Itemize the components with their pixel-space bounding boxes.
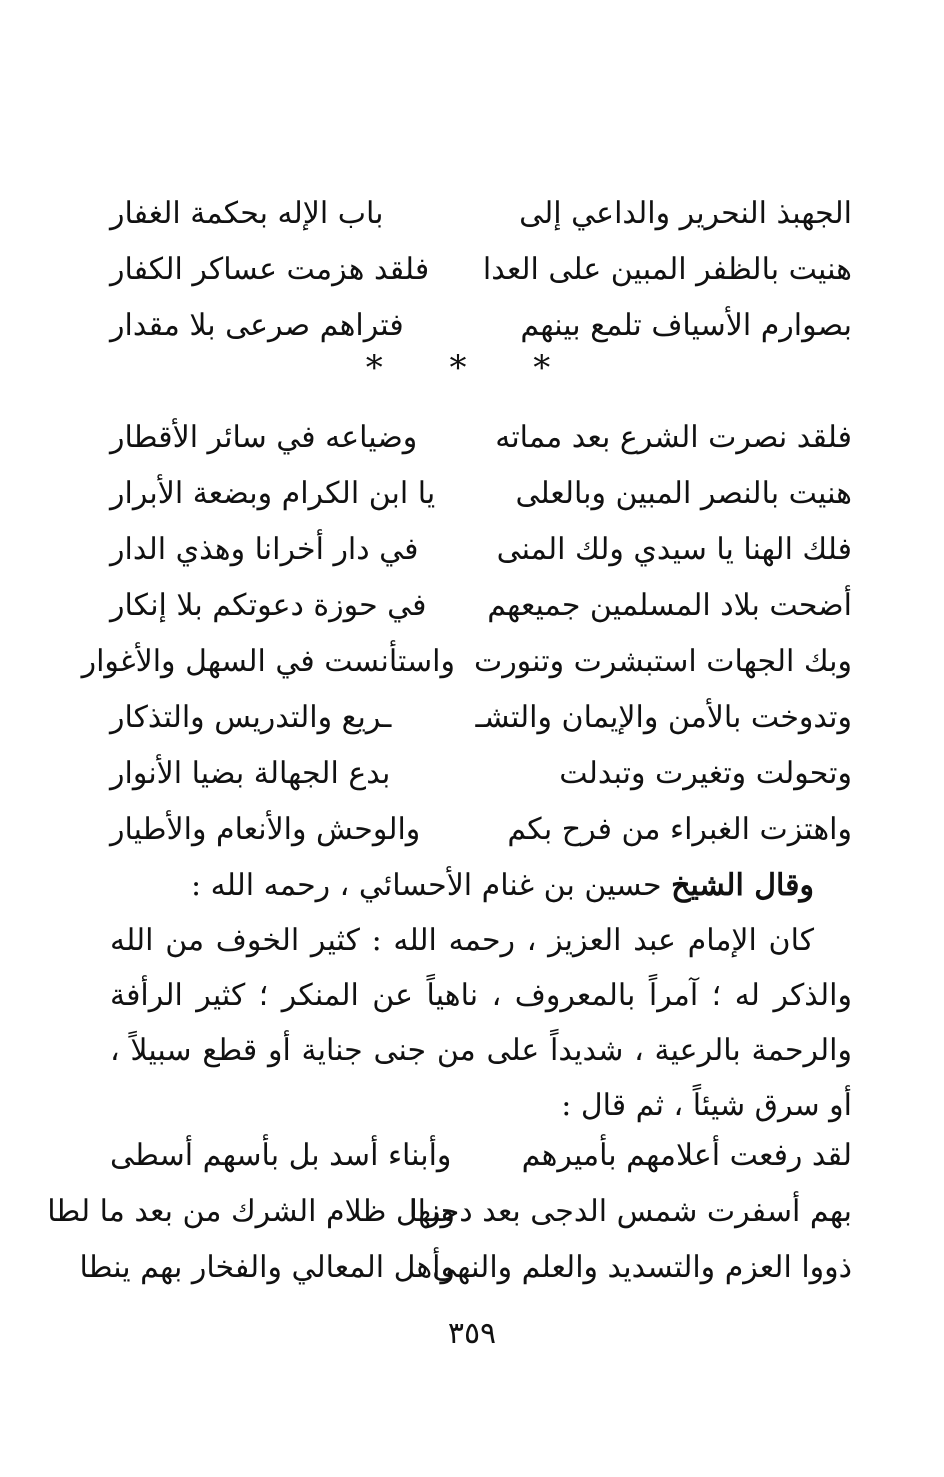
prose-intro <box>110 858 852 913</box>
second-hemistich: وأبناء أسد بل بأسهم أسطى <box>110 1138 452 1173</box>
verse-line <box>110 242 852 298</box>
prose-passage <box>110 858 852 1133</box>
second-hemistich: وضياعه في سائر الأقطار <box>110 420 418 455</box>
first-hemistich: وتحولت وتغيرت وتبدلت <box>559 756 852 791</box>
verse-line <box>110 186 852 242</box>
verse-line <box>110 466 852 522</box>
first-hemistich: لقد رفعت أعلامهم بأميرهم <box>521 1138 852 1173</box>
section-separator: * * * <box>365 348 579 388</box>
speaker-attribution: حسين بن غنام الأحسائي ، رحمه الله : <box>191 868 672 903</box>
second-hemistich: فلقد هزمت عساكر الكفار <box>110 252 430 287</box>
first-hemistich: فلك الهنا يا سيدي ولك المنى <box>496 532 852 567</box>
first-hemistich: هنيت بالنصر المبين وبالعلى <box>515 476 852 511</box>
poem-block-1 <box>110 186 852 354</box>
poem-block-3 <box>47 1128 852 1296</box>
first-hemistich: وبك الجهات استبشرت وتنورت <box>473 644 852 679</box>
verse-line <box>81 634 852 690</box>
verse-line <box>110 1128 852 1184</box>
second-hemistich: في حوزة دعوتكم بلا إنكار <box>110 588 427 623</box>
verse-line <box>110 802 852 858</box>
first-hemistich: وتدوخت بالأمن والإيمان والتشـ <box>475 700 852 735</box>
second-hemistich: فتراهم صرعى بلا مقدار <box>110 308 404 343</box>
second-hemistich: وأهل المعالي والفخار بهم ينطا <box>79 1250 455 1285</box>
verse-line <box>110 522 852 578</box>
first-hemistich: أضحت بلاد المسلمين جميعهم <box>487 588 852 623</box>
second-hemistich: ـريع والتدريس والتذكار <box>110 700 392 735</box>
prose-body: كان الإمام عبد العزيز ، رحمه الله : كثير الخوف من الله والذكر له ؛ آمراً بالمعروف ، ناهياً عن المنكر ؛ كثير الرأفة والرحمة بالرعية ، شديداً على من جنى جناية أو قطع سبيلاً ، أو سرق شيئاً ، ثم قال : <box>110 923 852 1123</box>
first-hemistich: هنيت بالظفر المبين على العدا <box>482 252 852 287</box>
second-hemistich: باب الإله بحكمة الغفار <box>110 196 384 231</box>
first-hemistich: ذووا العزم والتسديد والعلم والنهى <box>432 1250 852 1285</box>
speaker-name: وقال الشيخ <box>671 868 814 903</box>
second-hemistich: وزال ظلام الشرك من بعد ما لطا <box>47 1194 455 1229</box>
verse-line <box>110 578 852 634</box>
verse-line <box>79 1240 852 1296</box>
verse-line <box>110 298 852 354</box>
first-hemistich: بصوارم الأسياف تلمع بينهم <box>520 308 852 343</box>
verse-line <box>110 690 852 746</box>
poem-block-2 <box>81 410 852 858</box>
verse-line <box>47 1184 852 1240</box>
second-hemistich: بدع الجهالة بضيا الأنوار <box>110 756 391 791</box>
page-number: ٣٥٩ <box>447 1316 497 1351</box>
verse-line <box>110 410 852 466</box>
first-hemistich: بهم أسفرت شمس الدجى بعد دجنها <box>408 1194 852 1229</box>
first-hemistich: واهتزت الغبراء من فرح بكم <box>507 812 852 847</box>
second-hemistich: والوحش والأنعام والأطيار <box>110 812 421 847</box>
first-hemistich: الجهبذ النحرير والداعي إلى <box>519 196 852 231</box>
second-hemistich: واستأنست في السهل والأغوار <box>81 644 455 679</box>
second-hemistich: في دار أخرانا وهذي الدار <box>110 532 419 567</box>
verse-line <box>110 746 852 802</box>
first-hemistich: فلقد نصرت الشرع بعد مماته <box>495 420 852 455</box>
second-hemistich: يا ابن الكرام وبضعة الأبرار <box>110 476 436 511</box>
